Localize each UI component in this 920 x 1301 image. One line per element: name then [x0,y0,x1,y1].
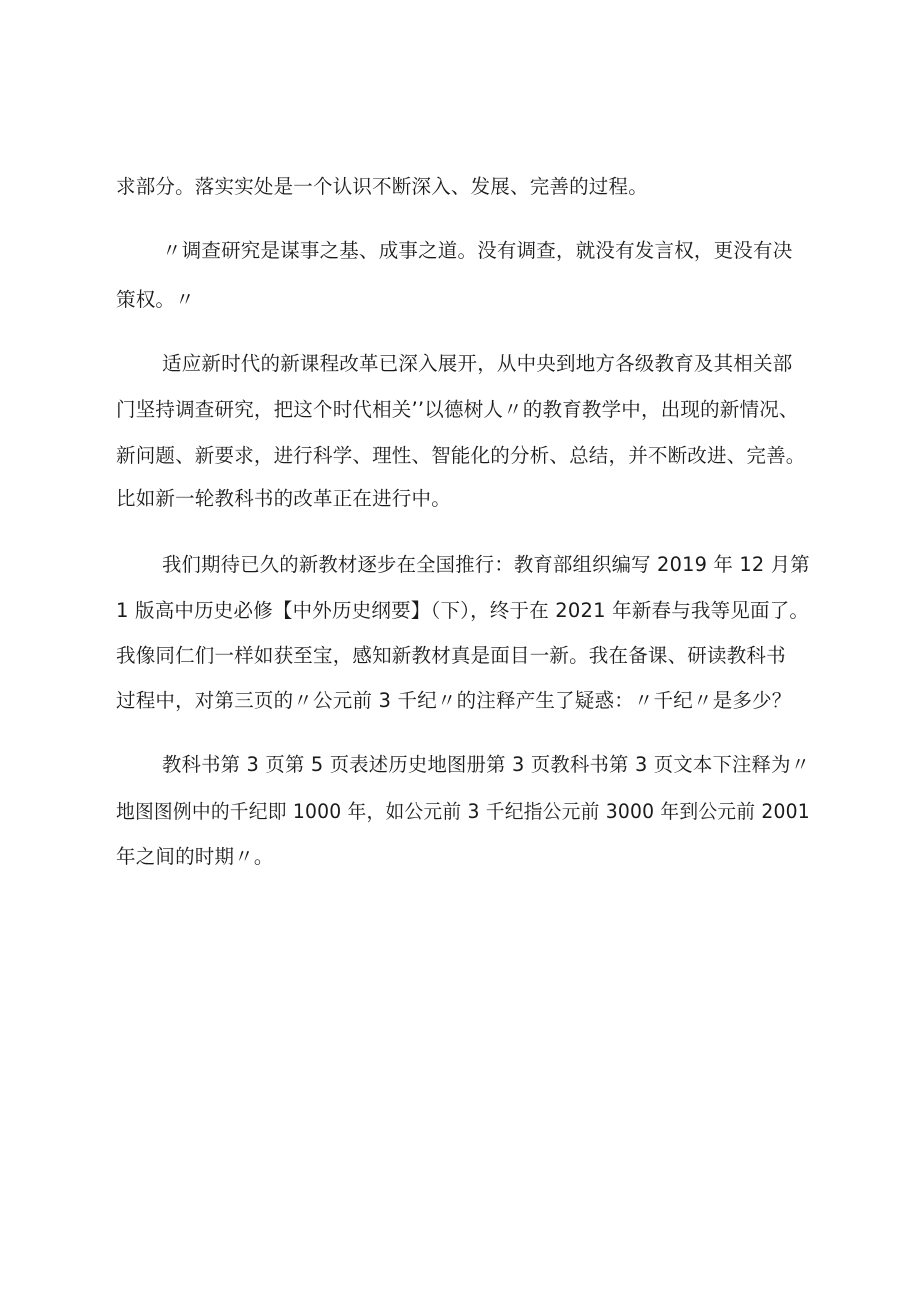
text-line: 1 版高中历史必修【中外历史纲要】（下），终于在 2021 年新春与我等见面了。 [116,599,810,622]
text-line: 年之间的时期〃。 [116,845,274,868]
text-line: 门坚持调查研究，把这个时代相关’’以德树人〃的教育教学中，出现的新情况、 [116,398,799,421]
text-line: 过程中，对第三页的〃公元前 3 千纪〃的注释产生了疑惑：〃千纪〃是多少？ [116,689,792,712]
text-line: 我像同仁们一样如获至宝，感知新教材真是面目一新。我在备课、研读教科书 [116,644,786,667]
text-line: 适应新时代的新课程改革已深入展开，从中央到地方各级教育及其相关部 [162,352,793,375]
text-line: 策权。〃 [116,288,195,311]
text-line: 求部分。落实实处是一个认识不断深入、发展、完善的过程。 [116,175,648,198]
text-line: 教科书第 3 页第 5 页表述历史地图册第 3 页教科书第 3 页文本下注释为〃 [162,753,811,776]
text-line: 新问题、新要求，进行科学、理性、智能化的分析、总结，并不断改进、完善。 [116,444,806,467]
text-line: 我们期待已久的新教材逐步在全国推行：教育部组织编写 2019 年 12 月第 [162,553,810,576]
text-line: 地图图例中的千纪即 1000 年，如公元前 3 千纪指公元前 3000 年到公元前 2001 [116,800,810,823]
text-line: 比如新一轮教科书的改革正在进行中。 [116,487,451,510]
text-line: 〃调查研究是谋事之基、成事之道。没有调查，就没有发言权，更没有决 [162,239,793,262]
